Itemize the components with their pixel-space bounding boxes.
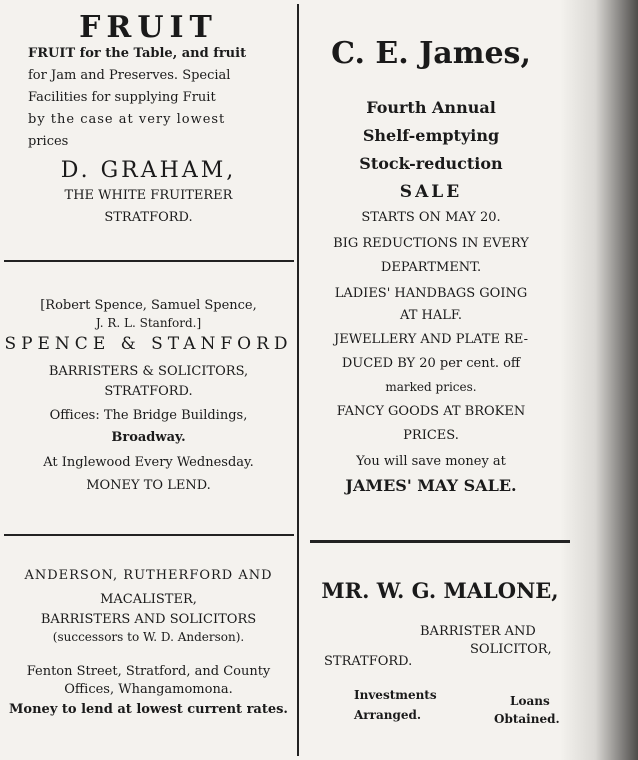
anderson-successors: (successors to W. D. Anderson). <box>52 630 245 644</box>
fruit-body-line: prices <box>28 134 69 149</box>
james-body: JEWELLERY AND PLATE RE- <box>334 332 528 347</box>
james-title: C. E. James, <box>331 36 531 71</box>
fruit-subtitle: THE WHITE FRUITERER <box>64 188 233 203</box>
malone-town: STRATFORD. <box>324 654 413 669</box>
james-body: PRICES. <box>403 428 459 443</box>
rule <box>310 540 570 543</box>
spence-partners-2: J. R. L. Stanford.] <box>95 316 202 330</box>
james-body: DUCED BY 20 per cent. off <box>341 356 521 371</box>
spence-money: MONEY TO LEND. <box>86 478 211 493</box>
spence-role: BARRISTERS & SOLICITORS, <box>48 364 249 379</box>
james-body: FANCY GOODS AT BROKEN <box>336 404 526 419</box>
malone-arranged: Arranged. <box>354 708 422 722</box>
james-body: marked prices. <box>385 380 477 394</box>
rule <box>4 260 294 262</box>
james-body: DEPARTMENT. <box>380 260 482 275</box>
james-body: LADIES' HANDBAGS GOING <box>334 286 528 301</box>
malone-obtained: Obtained. <box>494 712 560 726</box>
james-body: You will save money at <box>356 454 506 469</box>
anderson-line-1: ANDERSON, RUTHERFORD AND <box>24 568 273 583</box>
fruit-body-line: Facilities for supplying Fruit <box>28 90 216 105</box>
anderson-address-2: Offices, Whangamomona. <box>64 682 233 697</box>
spence-offices: Offices: The Bridge Buildings, <box>49 408 248 423</box>
rule <box>4 534 294 536</box>
anderson-line-2: MACALISTER, <box>100 592 197 607</box>
spence-town: STRATFORD. <box>104 384 193 399</box>
james-body: STARTS ON MAY 20. <box>361 210 501 225</box>
malone-name: MR. W. G. MALONE, <box>321 578 559 603</box>
anderson-address-1: Fenton Street, Stratford, and County <box>26 664 271 679</box>
james-line: Shelf-emptying <box>362 126 500 145</box>
spence-inglewood: At Inglewood Every Wednesday. <box>43 455 254 470</box>
fruit-body-line: by the case at very lowest <box>28 112 226 127</box>
spence-partners: [Robert Spence, Samuel Spence, <box>40 298 257 313</box>
spence-street: Broadway. <box>111 430 186 445</box>
fruit-body-line: FRUIT for the Table, and fruit <box>28 46 247 61</box>
james-body: BIG REDUCTIONS IN EVERY <box>333 236 529 251</box>
fruit-title: FRUIT <box>79 10 218 45</box>
page-edge-shadow <box>560 0 638 760</box>
fruit-body-line: for Jam and Preserves. Special <box>28 68 231 83</box>
james-body: JAMES' MAY SALE. <box>345 476 517 495</box>
fruit-town: STRATFORD. <box>104 210 193 225</box>
james-sale: SALE <box>399 182 463 202</box>
malone-loans: Loans <box>510 694 550 708</box>
james-body: AT HALF. <box>400 308 462 323</box>
anderson-money: Money to lend at lowest current rates. <box>9 702 288 717</box>
james-line: Stock-reduction <box>359 154 503 173</box>
fruit-name: D. GRAHAM, <box>60 158 237 183</box>
malone-role-1: BARRISTER AND <box>420 624 536 639</box>
anderson-role: BARRISTERS AND SOLICITORS <box>40 612 257 627</box>
malone-investments: Investments <box>354 688 437 702</box>
spence-firm: SPENCE & STANFORD <box>4 334 293 354</box>
malone-role-2: SOLICITOR, <box>470 642 552 657</box>
column-divider <box>297 4 299 756</box>
james-line: Fourth Annual <box>366 98 496 117</box>
